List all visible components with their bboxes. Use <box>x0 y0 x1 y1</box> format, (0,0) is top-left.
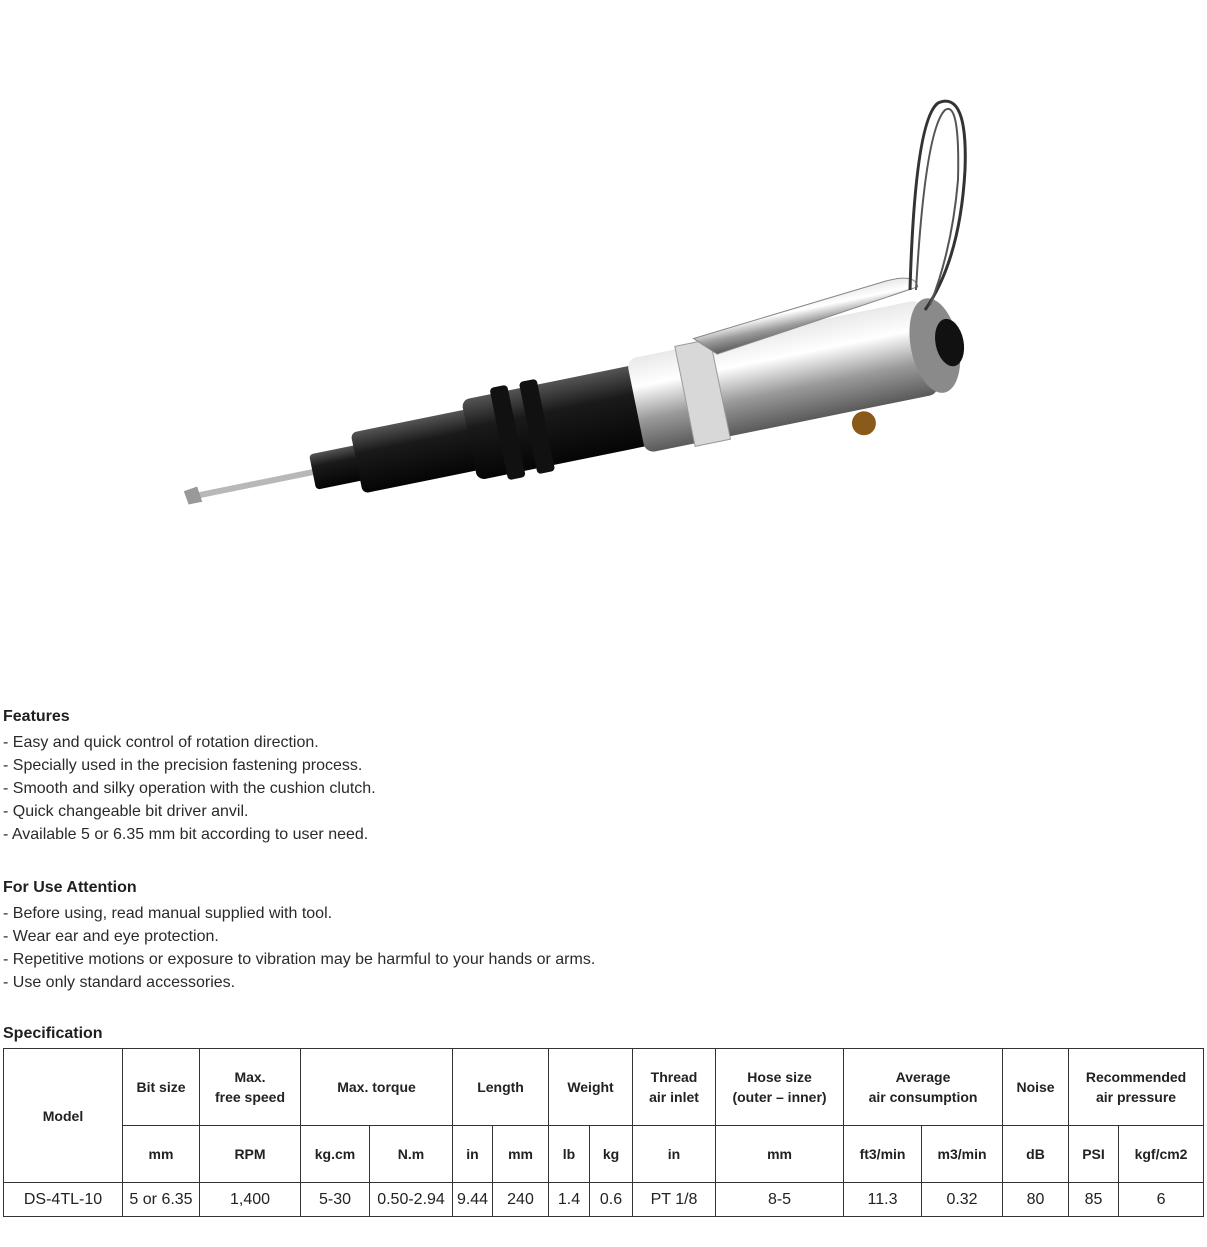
table-cell: 6 <box>1119 1183 1204 1217</box>
attention-heading: For Use Attention <box>3 879 137 896</box>
unit-cell: kg.cm <box>301 1126 370 1183</box>
list-item: - Quick changeable bit driver anvil. <box>3 803 249 820</box>
table-units-row <box>4 1126 1204 1183</box>
features-list <box>3 731 376 846</box>
unit-cell: kgf/cm2 <box>1119 1126 1204 1183</box>
unit-cell: RPM <box>200 1126 301 1183</box>
features-heading: Features <box>3 708 70 725</box>
table-cell: 8-5 <box>716 1183 844 1217</box>
table-cell: 11.3 <box>844 1183 922 1217</box>
max-speed-header: Max. free speed <box>200 1049 301 1126</box>
list-item: - Before using, read manual supplied with tool. <box>3 905 333 922</box>
bit-size-header: Bit size <box>123 1049 200 1126</box>
table-cell: 240 <box>493 1183 549 1217</box>
specification-section <box>3 1023 103 1045</box>
table-cell: 0.6 <box>590 1183 633 1217</box>
thread-header: Thread air inlet <box>633 1049 716 1126</box>
unit-cell: lb <box>549 1126 590 1183</box>
model-cell: DS-4TL-10 <box>4 1183 123 1217</box>
attention-section <box>3 877 595 994</box>
air-consumption-header: Average air consumption <box>844 1049 1003 1126</box>
unit-cell: m3/min <box>922 1126 1003 1183</box>
unit-cell: dB <box>1003 1126 1069 1183</box>
unit-cell: ft3/min <box>844 1126 922 1183</box>
table-cell: 5 or 6.35 <box>123 1183 200 1217</box>
length-header: Length <box>453 1049 549 1126</box>
specification-table <box>3 1048 1204 1217</box>
table-cell: 0.32 <box>922 1183 1003 1217</box>
max-torque-header: Max. torque <box>301 1049 453 1126</box>
list-item: - Use only standard accessories. <box>3 974 236 991</box>
air-pressure-header: Recommended air pressure <box>1069 1049 1204 1126</box>
hose-size-header: Hose size (outer – inner) <box>716 1049 844 1126</box>
list-item: - Repetitive motions or exposure to vibration may be harmful to your hands or arms. <box>3 951 596 968</box>
table-row <box>4 1183 1204 1217</box>
screwdriver-product-image <box>160 90 990 510</box>
attention-list <box>3 902 595 994</box>
table-cell: 9.44 <box>453 1183 493 1217</box>
table-cell: 0.50-2.94 <box>370 1183 453 1217</box>
specification-heading: Specification <box>3 1025 103 1042</box>
unit-cell: in <box>453 1126 493 1183</box>
unit-cell: mm <box>493 1126 549 1183</box>
table-cell: 1,400 <box>200 1183 301 1217</box>
unit-cell: in <box>633 1126 716 1183</box>
unit-cell: PSI <box>1069 1126 1119 1183</box>
unit-cell: mm <box>716 1126 844 1183</box>
table-cell: 80 <box>1003 1183 1069 1217</box>
table-cell: 1.4 <box>549 1183 590 1217</box>
list-item: - Smooth and silky operation with the cushion clutch. <box>3 780 376 797</box>
table-header-row <box>4 1049 1204 1126</box>
list-item: - Specially used in the precision fastening process. <box>3 757 363 774</box>
list-item: - Available 5 or 6.35 mm bit according to user need. <box>3 826 369 843</box>
table-cell: PT 1/8 <box>633 1183 716 1217</box>
table-cell: 85 <box>1069 1183 1119 1217</box>
unit-cell: mm <box>123 1126 200 1183</box>
features-section <box>3 706 376 846</box>
weight-header: Weight <box>549 1049 633 1126</box>
noise-header: Noise <box>1003 1049 1069 1126</box>
model-header: Model <box>4 1049 123 1183</box>
table-cell: 5-30 <box>301 1183 370 1217</box>
unit-cell: kg <box>590 1126 633 1183</box>
list-item: - Wear ear and eye protection. <box>3 928 219 945</box>
unit-cell: N.m <box>370 1126 453 1183</box>
list-item: - Easy and quick control of rotation direction. <box>3 734 319 751</box>
